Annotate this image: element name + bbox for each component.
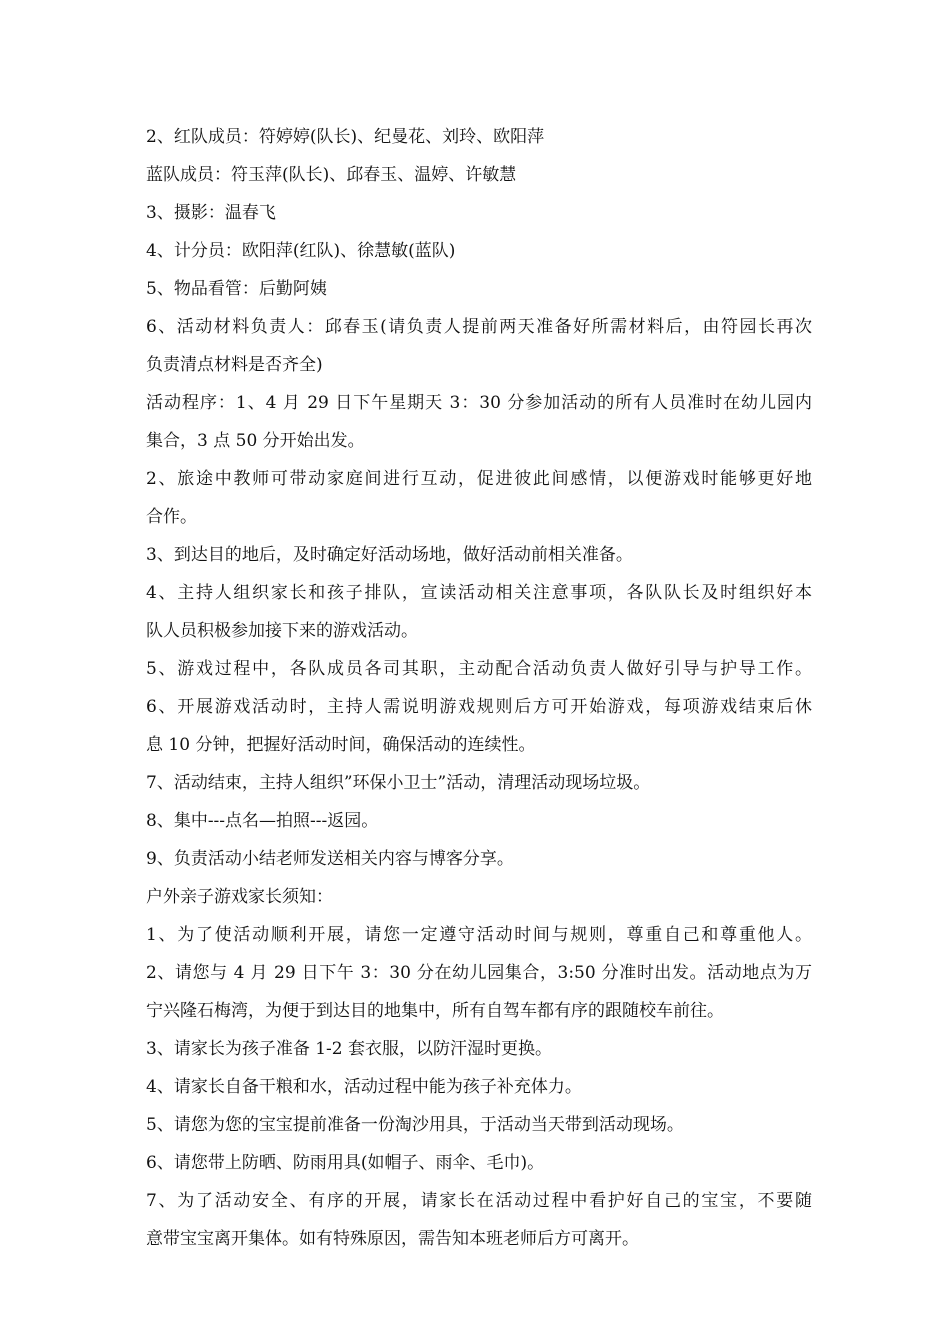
text-line: 5、请您为您的宝宝提前准备一份淘沙用具，于活动当天带到活动现场。: [146, 1115, 684, 1135]
text-line: 3、请家长为孩子准备 1-2 套衣服，以防汗湿时更换。: [146, 1039, 552, 1059]
text-line: 户外亲子游戏家长须知：: [146, 887, 333, 907]
text-line: 6、请您带上防晒、防雨用具(如帽子、雨伞、毛巾)。: [146, 1153, 545, 1173]
text-line: 7、活动结束，主持人组织”环保小卫士”活动，清理活动现场垃圾。: [146, 773, 651, 793]
text-line: 4、请家长自备干粮和水，活动过程中能为孩子补充体力。: [146, 1077, 582, 1097]
text-line: 2、红队成员：符婷婷(队长)、纪曼花、刘玲、欧阳萍: [146, 127, 545, 147]
text-line: 9、负责活动小结老师发送相关内容与博客分享。: [146, 849, 514, 869]
text-line: 6、开展游戏活动时，主持人需说明游戏规则后方可开始游戏，每项游戏结束后休: [146, 697, 812, 717]
text-line: 4、主持人组织家长和孩子排队，宣读活动相关注意事项，各队队长及时组织好本: [146, 583, 812, 603]
text-line: 蓝队成员：符玉萍(队长)、邱春玉、温婷、许敏慧: [146, 165, 517, 185]
text-line: 5、游戏过程中，各队成员各司其职，主动配合活动负责人做好引导与护导工作。: [146, 659, 812, 679]
text-line: 6、活动材料负责人：邱春玉(请负责人提前两天准备好所需材料后，由符园长再次: [146, 317, 812, 337]
text-line: 2、请您与 4 月 29 日下午 3：30 分在幼儿园集合，3:50 分准时出发。活动地点为万: [146, 963, 812, 983]
text-line: 1、为了使活动顺利开展，请您一定遵守活动时间与规则，尊重自己和尊重他人。: [146, 925, 812, 945]
text-line: 队人员积极参加接下来的游戏活动。: [146, 621, 418, 641]
text-line: 负责清点材料是否齐全): [146, 355, 323, 375]
text-line: 3、摄影：温春飞: [146, 203, 276, 223]
text-line: 7、为了活动安全、有序的开展，请家长在活动过程中看护好自己的宝宝，不要随: [146, 1191, 812, 1211]
text-line: 集合，3 点 50 分开始出发。: [146, 431, 365, 451]
text-line: 息 10 分钟，把握好活动时间，确保活动的连续性。: [146, 735, 536, 755]
document-body: [146, 118, 812, 1258]
text-line: 活动程序：1、4 月 29 日下午星期天 3：30 分参加活动的所有人员准时在幼儿园内: [146, 393, 812, 413]
text-line: 4、计分员：欧阳萍(红队)、徐慧敏(蓝队): [146, 241, 456, 261]
text-line: 合作。: [146, 507, 197, 527]
text-line: 8、集中---点名—拍照---返园。: [146, 811, 379, 831]
text-line: 2、旅途中教师可带动家庭间进行互动，促进彼此间感情，以便游戏时能够更好地: [146, 469, 812, 489]
text-line: 意带宝宝离开集体。如有特殊原因，需告知本班老师后方可离开。: [146, 1229, 639, 1249]
text-line: 宁兴隆石梅湾，为便于到达目的地集中，所有自驾车都有序的跟随校车前往。: [146, 1001, 724, 1021]
text-line: 3、到达目的地后，及时确定好活动场地，做好活动前相关准备。: [146, 545, 633, 565]
text-line: 5、物品看管：后勤阿姨: [146, 279, 327, 299]
